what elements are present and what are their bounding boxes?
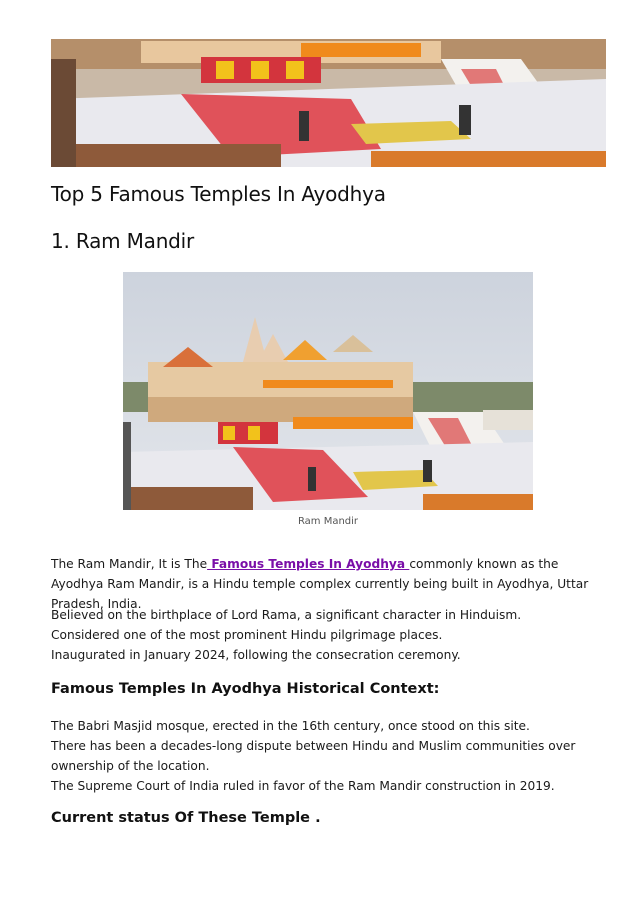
history-heading: Famous Temples In Ayodhya Historical Context:: [51, 681, 440, 697]
ram-mandir-photo: [123, 272, 533, 510]
section-heading: 1. Ram Mandir: [51, 229, 195, 253]
status-heading: Current status Of These Temple .: [51, 810, 321, 826]
history-line: The Supreme Court of India ruled in favor of the Ram Mandir construction in 2019.: [51, 779, 555, 793]
history-paragraph: [51, 716, 601, 796]
history-line: There has been a decades-long dispute between Hindu and Muslim communities over ownership of the location.: [51, 739, 576, 773]
fact-line: Inaugurated in January 2024, following the consecration ceremony.: [51, 648, 461, 662]
famous-temples-link[interactable]: Famous Temples In Ayodhya: [207, 557, 410, 571]
image-caption: Ram Mandir: [297, 516, 359, 527]
facts-paragraph: [51, 605, 601, 665]
history-line: The Babri Masjid mosque, erected in the 16th century, once stood on this site.: [51, 719, 530, 733]
fact-line: Believed on the birthplace of Lord Rama, a significant character in Hinduism.: [51, 608, 522, 622]
banner-image: [51, 39, 606, 167]
article-title: Top 5 Famous Temples In Ayodhya: [51, 182, 386, 206]
fact-line: Considered one of the most prominent Hindu pilgrimage places.: [51, 628, 443, 642]
intro-text-after: commonly known as the Ayodhya Ram Mandir, is a Hindu temple complex currently being built in Ayodhya, Uttar Pradesh, India.: [51, 557, 589, 611]
intro-text-before: The Ram Mandir, It is The: [51, 557, 208, 571]
